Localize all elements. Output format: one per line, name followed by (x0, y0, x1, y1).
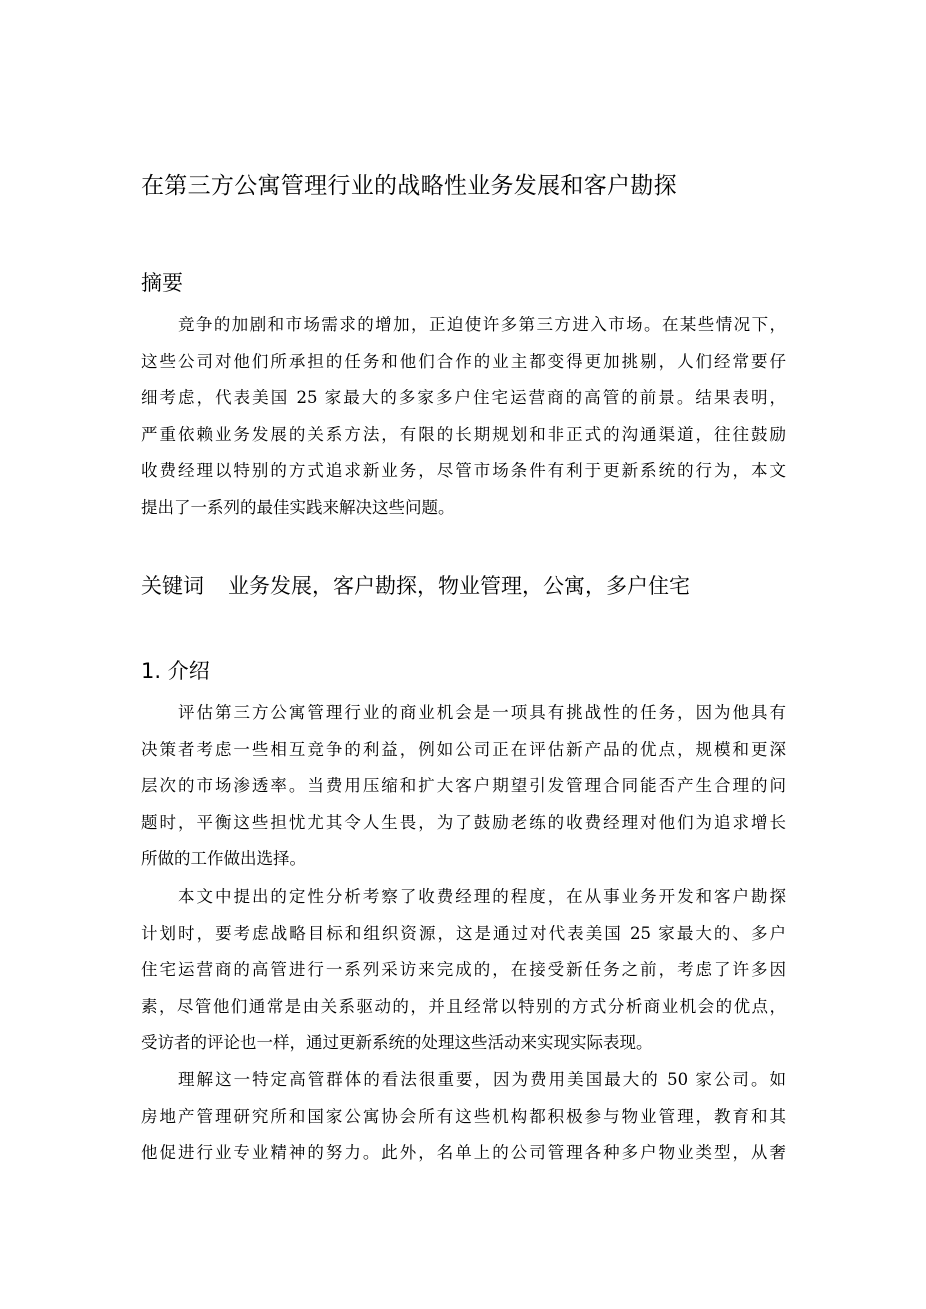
abstract-line: 严重依赖业务发展的关系方法，有限的长期规划和非正式的沟通渠道，往往鼓励 (141, 424, 786, 444)
paragraph-line: 他促进行业专业精神的努力。此外，名单上的公司管理各种多户物业类型，从奢 (141, 1143, 786, 1163)
paragraph-line: 层次的市场渗透率。当费用压缩和扩大客户期望引发管理合同能否产生合理的问 (141, 776, 786, 796)
abstract-line: 提出了一系列的最佳实践来解决这些问题。 (141, 497, 455, 517)
keywords-label: 关键词 (141, 574, 204, 598)
intro-heading: 1. 介绍 (141, 659, 210, 683)
paragraph-line: 理解这一特定高管群体的看法很重要，因为费用美国最大的 50 家公司。如 (178, 1070, 786, 1089)
paragraph-line: 受访者的评论也一样，通过更新系统的处理这些活动来实现实际表现。 (141, 1033, 653, 1053)
abstract-line: 细考虑，代表美国 25 家最大的多家多户住宅运营商的高管的前景。结果表明， (141, 388, 786, 408)
intro-paragraph-2 (141, 879, 786, 1062)
keywords-row (141, 570, 791, 602)
paragraph-line: 本文中提出的定性分析考察了收费经理的程度，在从事业务开发和客户勘探 (178, 887, 786, 906)
intro-paragraph-1 (141, 695, 786, 878)
abstract-line: 竞争的加剧和市场需求的增加，正迫使许多第三方进入市场。在某些情况下， (178, 315, 786, 334)
paragraph-line: 计划时，要考虑战略目标和组织资源，这是通过对代表美国 25 家最大的、多户 (141, 923, 786, 943)
paragraph-line: 房地产管理研究所和国家公寓协会所有这些机构都积极参与物业管理，教育和其 (141, 1106, 786, 1126)
document-title: 在第三方公寓管理行业的战略性业务发展和客户勘探 (141, 173, 677, 199)
abstract-heading: 摘要 (141, 271, 183, 295)
abstract-line: 收费经理以特别的方式追求新业务，尽管市场条件有利于更新系统的行为，本文 (141, 461, 786, 481)
paragraph-line: 题时，平衡这些担忧尤其令人生畏，为了鼓励老练的收费经理对他们为追求增长 (141, 812, 786, 832)
paragraph-line: 所做的工作做出选择。 (141, 849, 306, 869)
paragraph-line: 决策者考虑一些相互竞争的利益，例如公司正在评估新产品的优点，规模和更深 (141, 739, 786, 759)
keywords-text: 业务发展，客户勘探，物业管理，公寓，多户住宅 (228, 574, 690, 598)
paragraph-line: 评估第三方公寓管理行业的商业机会是一项具有挑战性的任务，因为他具有 (178, 703, 786, 722)
intro-paragraph-3 (141, 1062, 786, 1172)
abstract-line: 这些公司对他们所承担的任务和他们合作的业主都变得更加挑剔，人们经常要仔 (141, 351, 786, 371)
abstract-paragraph (141, 307, 786, 527)
paragraph-line: 素，尽管他们通常是由关系驱动的，并且经常以特别的方式分析商业机会的优点， (141, 996, 786, 1016)
paragraph-line: 住宅运营商的高管进行一系列采访来完成的，在接受新任务之前，考虑了许多因 (141, 960, 786, 980)
